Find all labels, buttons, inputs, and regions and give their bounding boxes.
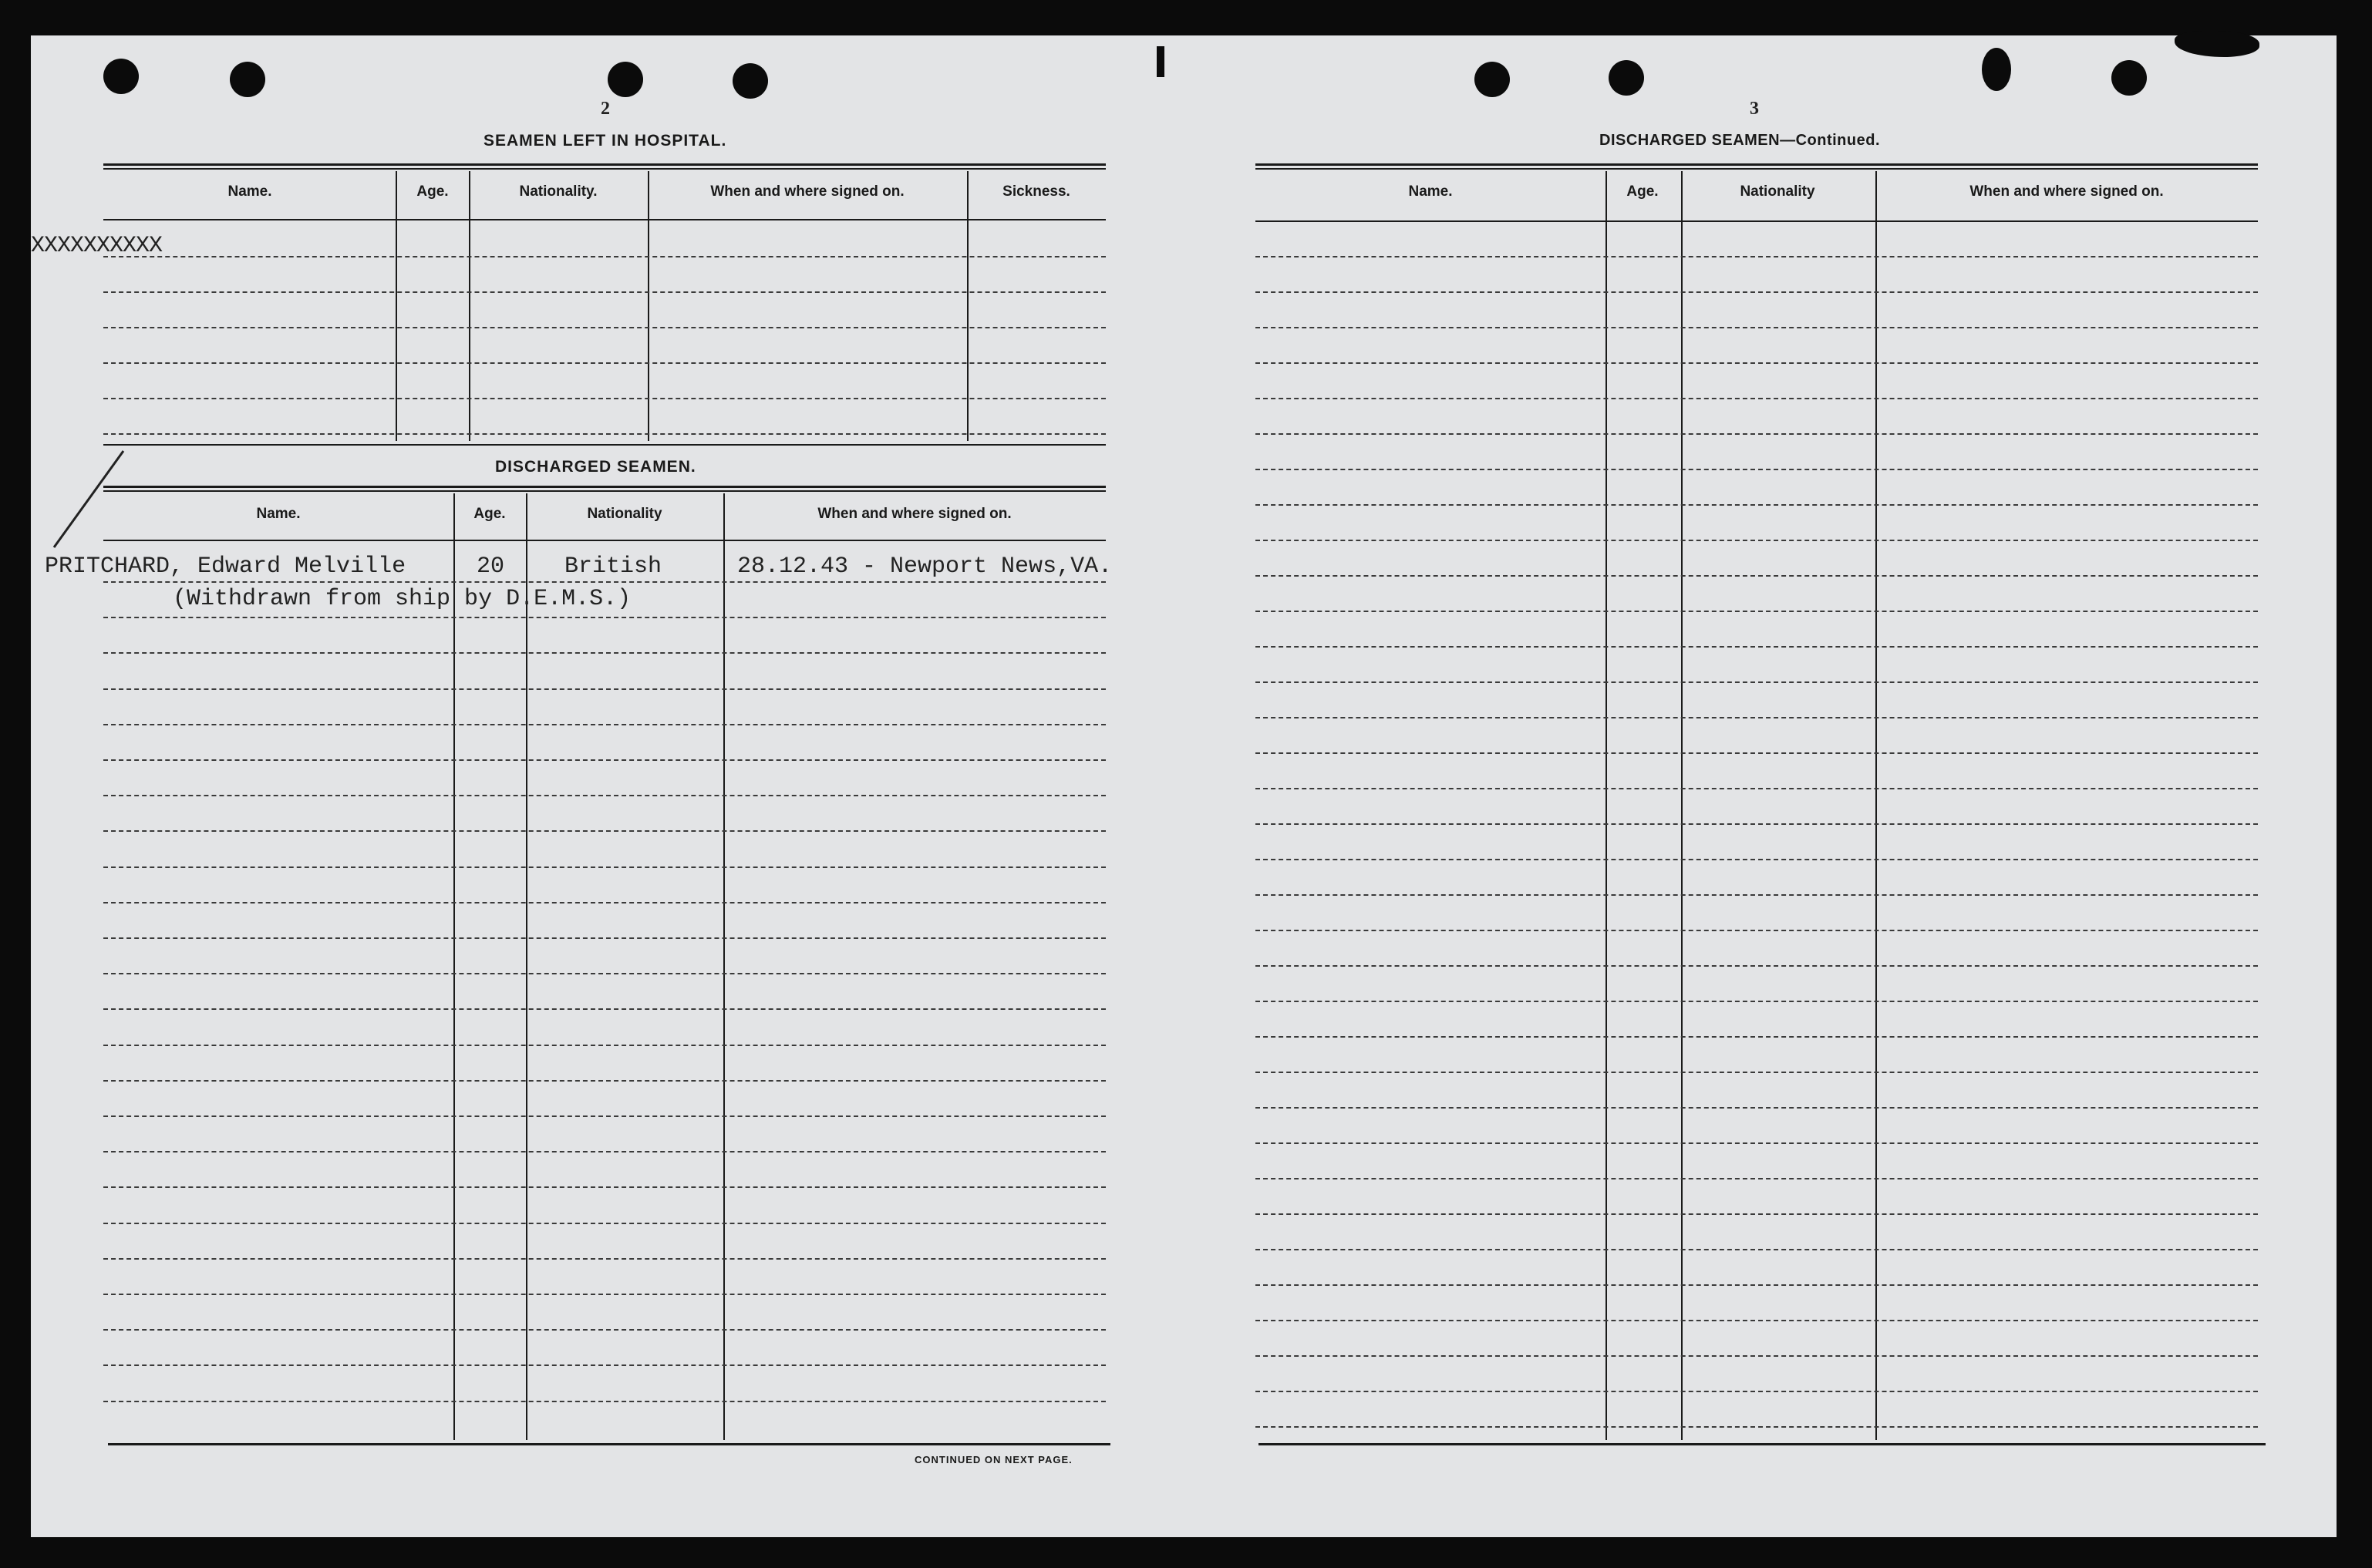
bottom-rule <box>108 1443 1110 1445</box>
ruled-line <box>103 1223 1106 1224</box>
table-top-rule <box>103 490 1106 492</box>
col-header-age: Age. <box>473 506 506 522</box>
ruled-line <box>1255 1355 2258 1357</box>
col-header-name: Name. <box>256 506 301 522</box>
punch-hole <box>103 59 139 94</box>
ruled-line <box>1255 469 2258 470</box>
col-header-signed-on: When and where signed on. <box>817 506 1012 522</box>
punch-hole <box>2111 60 2147 96</box>
col-header-sickness: Sickness. <box>1002 183 1070 200</box>
col-header-nationality: Nationality <box>1740 183 1815 200</box>
table-top-rule <box>1255 163 2258 166</box>
ruled-line <box>103 1294 1106 1295</box>
discharged-age: 20 <box>477 554 505 580</box>
col-header-age: Age. <box>416 183 449 200</box>
ruled-line <box>103 937 1106 939</box>
punch-hole <box>230 62 265 97</box>
ruled-line <box>103 1080 1106 1082</box>
ruled-line <box>103 724 1106 725</box>
right-section-title: DISCHARGED SEAMEN—Continued. <box>1599 132 1880 149</box>
ruled-line <box>1255 1107 2258 1109</box>
punch-hole <box>608 62 643 97</box>
column-divider <box>526 493 527 1440</box>
ruled-line <box>1255 398 2258 399</box>
ruled-line <box>1255 256 2258 257</box>
ruled-line <box>103 830 1106 832</box>
punch-hole <box>1474 62 1510 97</box>
ruled-line <box>103 291 1106 293</box>
ruled-line <box>1255 930 2258 931</box>
column-divider <box>453 493 455 1440</box>
ruled-line <box>103 398 1106 399</box>
table-top-rule <box>103 168 1106 170</box>
header-underline <box>103 219 1106 220</box>
ruled-line <box>1255 540 2258 541</box>
table-top-rule <box>103 486 1106 488</box>
ruled-line <box>1255 894 2258 896</box>
section-rule <box>103 444 1106 446</box>
ruled-line <box>103 1258 1106 1260</box>
continued-footer: CONTINUED ON NEXT PAGE. <box>915 1454 1073 1465</box>
column-divider <box>396 171 397 441</box>
ruled-line <box>1255 575 2258 577</box>
discharged-nationality: British <box>564 554 662 580</box>
column-divider <box>469 171 470 441</box>
ruled-line <box>103 327 1106 328</box>
ruled-line <box>1255 681 2258 683</box>
ruled-line <box>103 795 1106 796</box>
ruled-line <box>103 1329 1106 1331</box>
ruled-line <box>103 973 1106 974</box>
ruled-line <box>1255 1142 2258 1144</box>
punch-hole <box>1609 60 1644 96</box>
ruled-line <box>1255 965 2258 967</box>
ruled-line <box>1255 1320 2258 1321</box>
hospital-section-title: SEAMEN LEFT IN HOSPITAL. <box>483 132 727 150</box>
pen-stroke-mark <box>46 447 131 555</box>
ruled-line <box>1255 327 2258 328</box>
discharged-signed-on: 28.12.43 - Newport News,VA. <box>737 554 1113 580</box>
ruled-line <box>1255 823 2258 825</box>
header-underline <box>103 540 1106 541</box>
crossed-out-entry: XXXXXXXXXX <box>31 233 163 259</box>
col-header-nationality: Nationality <box>587 506 662 522</box>
ruled-line <box>1255 1001 2258 1002</box>
ruled-line <box>103 652 1106 654</box>
ruled-line <box>1255 1036 2258 1038</box>
col-header-name: Name. <box>227 183 272 200</box>
col-header-signed-on: When and where signed on. <box>1969 183 2164 200</box>
ruled-line <box>1255 752 2258 754</box>
ruled-line <box>1255 788 2258 789</box>
column-divider <box>723 493 725 1440</box>
ruled-line <box>1255 1426 2258 1428</box>
ruled-line <box>103 688 1106 690</box>
ruled-line <box>1255 433 2258 435</box>
ruled-line <box>1255 504 2258 506</box>
discharged-note: (Withdrawn from ship by D.E.M.S.) <box>173 586 632 612</box>
table-top-rule <box>1255 168 2258 170</box>
ruled-line <box>103 1008 1106 1010</box>
ruled-line <box>1255 1391 2258 1392</box>
ruled-line <box>103 433 1106 435</box>
ruled-line <box>1255 1249 2258 1250</box>
punch-hole <box>733 63 768 99</box>
ruled-line <box>103 1045 1106 1046</box>
ruled-line <box>1255 1213 2258 1215</box>
ruled-line <box>103 256 1106 257</box>
ruled-line <box>103 1151 1106 1152</box>
ruled-line <box>1255 1284 2258 1286</box>
col-header-signed-on: When and where signed on. <box>710 183 905 200</box>
ruled-line <box>103 581 1106 583</box>
discharged-section-title: DISCHARGED SEAMEN. <box>495 458 696 476</box>
bottom-rule <box>1258 1443 2266 1445</box>
ruled-line <box>103 1115 1106 1117</box>
discharged-name: PRITCHARD, Edward Melville <box>45 554 406 580</box>
ruled-line <box>103 362 1106 364</box>
ruled-line <box>103 1364 1106 1366</box>
ruled-line <box>1255 362 2258 364</box>
document-sheet <box>31 35 2337 1537</box>
ruled-line <box>1255 611 2258 612</box>
table-top-rule <box>103 163 1106 166</box>
ruled-line <box>103 617 1106 618</box>
ruled-line <box>103 759 1106 761</box>
page-number-right: 3 <box>1750 99 1759 119</box>
ruled-line <box>1255 717 2258 718</box>
ruled-line <box>103 1186 1106 1188</box>
column-divider <box>648 171 649 441</box>
col-header-age: Age. <box>1626 183 1659 200</box>
ruled-line <box>1255 1072 2258 1073</box>
ruled-line <box>1255 291 2258 293</box>
col-header-name: Name. <box>1408 183 1453 200</box>
ruled-line <box>103 866 1106 868</box>
column-divider <box>967 171 969 441</box>
punch-hole <box>1982 48 2011 91</box>
header-underline <box>1255 220 2258 222</box>
ruled-line <box>1255 646 2258 648</box>
paper-tear <box>1157 46 1164 77</box>
ruled-line <box>1255 859 2258 860</box>
page-number-left: 2 <box>601 99 610 119</box>
col-header-nationality: Nationality. <box>519 183 598 200</box>
ruled-line <box>103 1401 1106 1402</box>
ruled-line <box>103 902 1106 903</box>
ruled-line <box>1255 1178 2258 1179</box>
